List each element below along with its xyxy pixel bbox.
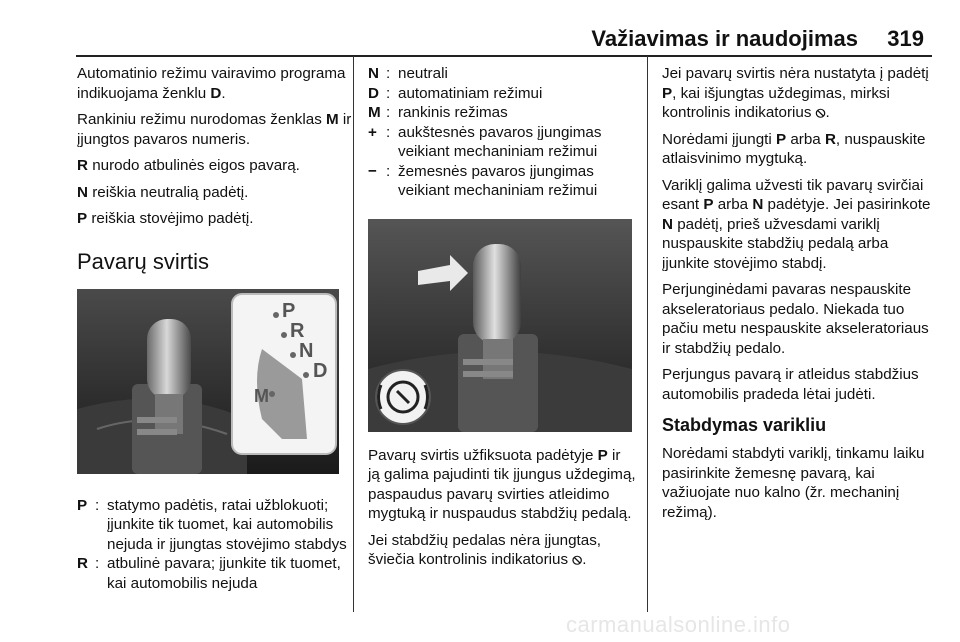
paragraph: Jei pavarų svirtis nėra nustatyta į padėtį P, kai išjungtas uždegimas, mirksi kontrolinis indikatorius ⦸.	[662, 65, 929, 121]
page-header-title: Važiavimas ir naudojimas	[591, 26, 858, 51]
paragraph: Variklį galima užvesti tik pavarų svirčiai esant P arba N padėtyje. Jei pasirinkote N padėtį, prieš užvesdami variklį nuspauskite stabdžių pedalą arba įjunkite stovėjimo stabdį.	[662, 176, 931, 272]
definition-row: M : rankinis režimas	[368, 104, 508, 121]
gear-definition-list	[368, 64, 636, 201]
gear-release-figure	[368, 219, 632, 432]
gear-r-label: R	[290, 319, 305, 342]
gear-lever-figure	[77, 289, 339, 474]
gear-release-illustration	[368, 219, 632, 432]
paragraph: R nurodo atbulinės eigos pavarą.	[77, 157, 300, 174]
paragraph: Perjungus pavarą ir atleidus stabdžius automobilis pradeda lėtai judėti.	[662, 366, 919, 403]
brake-warning-icon: ⦸	[815, 104, 826, 121]
watermark: carmanualsonline.info	[566, 612, 791, 637]
column-1	[77, 64, 352, 593]
definition-row: D : automatiniam režimui	[368, 84, 543, 102]
paragraph: Pavarų svirtis užfiksuota padėtyje P ir ją galima pajudinti tik įjungus uždegimą, paspaudus pavarų svirties atleidimo mygtuką ir nuspaudus stabdžių pedalą.	[368, 446, 636, 522]
page-number: 319	[887, 26, 924, 51]
paragraph: Perjunginėdami pavaras nespauskite akseleratoriaus pedalo. Niekada tuo pačiu metu nespauskite akseleratoriaus ir stabdžių pedalo.	[662, 281, 929, 357]
gear-lever-illustration	[77, 289, 339, 474]
gear-n-label: N	[299, 339, 314, 362]
brake-warning-icon: ⦸	[572, 551, 583, 568]
column-2	[368, 64, 636, 577]
header-rule	[76, 55, 932, 57]
definition-row: − : žemesnės pavaros įjungimas veikiant mechaniniam režimui	[368, 162, 598, 199]
gear-p-label: P	[282, 299, 296, 322]
definition-row: R : atbulinė pavara; įjunkite tik tuomet, kai automobilis nejuda	[77, 555, 341, 592]
column-3	[662, 64, 932, 529]
section-heading: Stabdymas varikliu	[662, 415, 827, 435]
gear-definition-list	[77, 496, 352, 594]
paragraph: Jei stabdžių pedalas nėra įjungtas, šviečia kontrolinis indikatorius ⦸.	[368, 531, 602, 568]
gear-d-label: D	[313, 359, 328, 382]
paragraph: Norėdami įjungti P arba R, nuspauskite atlaisvinimo mygtuką.	[662, 130, 926, 167]
definition-row: P : statymo padėtis, ratai užblokuoti; įjunkite tik tuomet, kai automobilis nejuda ir įjungtas stovėjimo stabdys	[77, 496, 347, 553]
paragraph: Rankiniu režimu nurodomas ženklas M ir įjungtos pavaros numeris.	[77, 111, 352, 148]
column-divider	[353, 56, 354, 612]
section-heading: Pavarų svirtis	[77, 248, 210, 274]
paragraph: P reiškia stovėjimo padėtį.	[77, 210, 254, 227]
definition-row: N : neutrali	[368, 65, 448, 82]
paragraph: N reiškia neutralią padėtį.	[77, 183, 249, 201]
definition-row: + : aukštesnės pavaros įjungimas veikiant mechaniniam režimui	[368, 123, 602, 160]
paragraph: Norėdami stabdyti variklį, tinkamu laiku pasirinkite žemesnę pavarą, kai važiuojate nuo kalno (žr. mechaninį režimą).	[662, 445, 925, 521]
gear-m-label: M	[254, 385, 269, 406]
column-divider	[647, 56, 648, 612]
paragraph: Automatinio režimu vairavimo programa indikuojama ženklu D.	[77, 65, 346, 102]
